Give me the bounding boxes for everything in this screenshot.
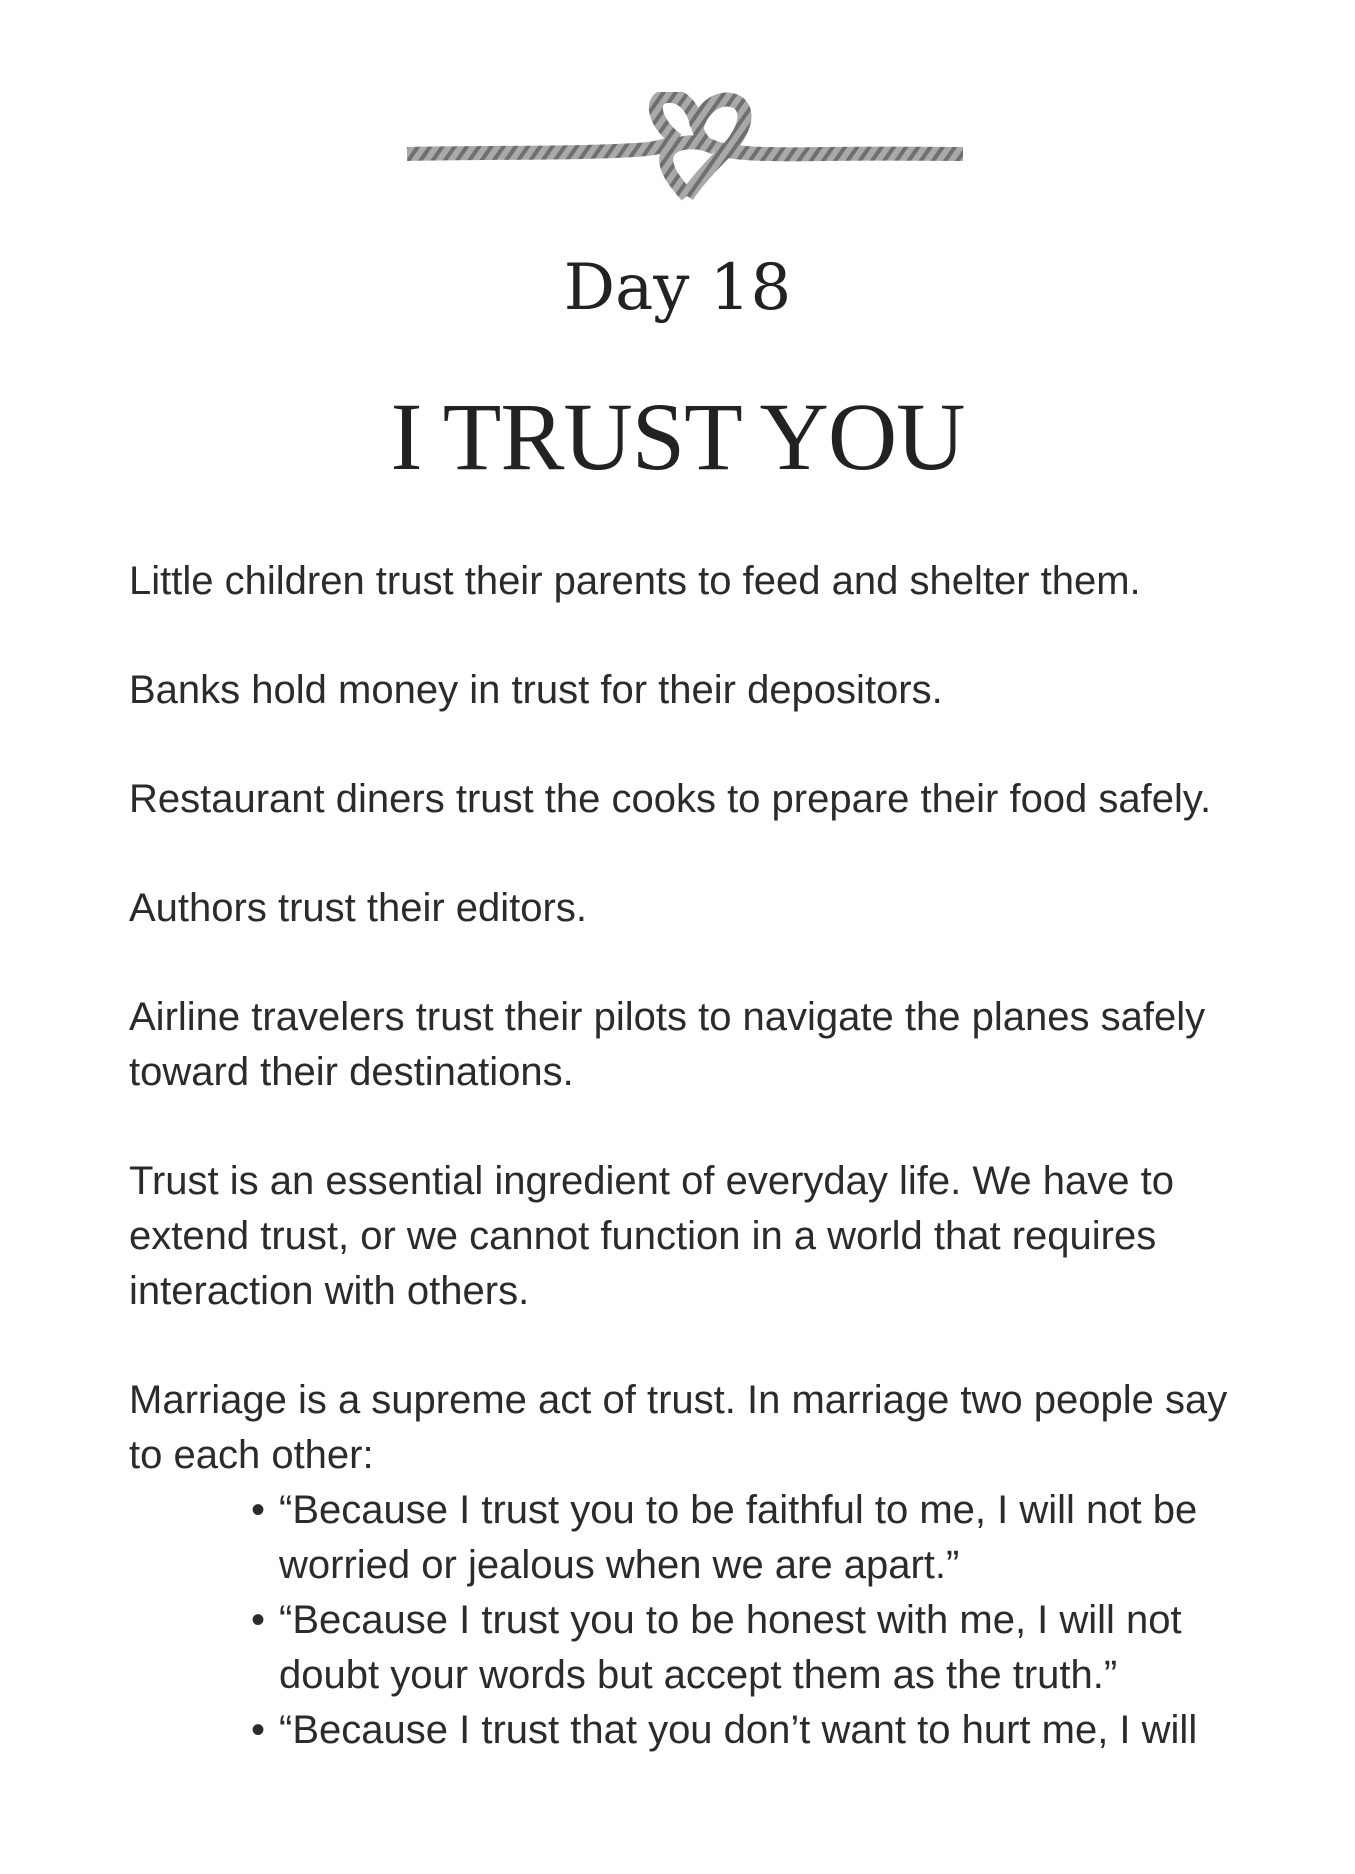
rope-heart-knot-icon	[405, 92, 965, 204]
page-title: I TRUST YOU	[390, 383, 965, 490]
bullet-marker: •	[251, 1708, 266, 1752]
paragraph: Banks hold money in trust for their depositors.	[129, 668, 943, 712]
bullet-list	[129, 1483, 1239, 1758]
paragraph: Marriage is a supreme act of trust. In marriage two people say to each other:	[129, 1378, 1228, 1477]
bullet-marker: •	[251, 1598, 266, 1642]
list-item-text: “Because I trust you to be faithful to me, I will not be worried or jealous when we are apart.”	[279, 1488, 1198, 1587]
list-item	[251, 1483, 1239, 1593]
list-item-text: “Because I trust you to be honest with me, I will not doubt your words but accept them as the truth.”	[279, 1598, 1182, 1697]
list-item	[251, 1593, 1239, 1703]
paragraph: Trust is an essential ingredient of everyday life. We have to extend trust, or we cannot function in a world that requires interaction with others.	[129, 1159, 1174, 1313]
bullet-marker: •	[251, 1488, 266, 1532]
paragraph: Restaurant diners trust the cooks to prepare their food safely.	[129, 777, 1212, 821]
list-item-text: “Because I trust that you don’t want to hurt me, I will	[279, 1708, 1198, 1752]
paragraph: Authors trust their editors.	[129, 886, 587, 930]
day-label: Day 18	[563, 251, 792, 325]
paragraph: Little children trust their parents to feed and shelter them.	[129, 559, 1141, 603]
list-item	[251, 1703, 1239, 1758]
paragraph: Airline travelers trust their pilots to navigate the planes safely toward their destinations.	[129, 995, 1206, 1094]
body-text	[129, 554, 1239, 1758]
